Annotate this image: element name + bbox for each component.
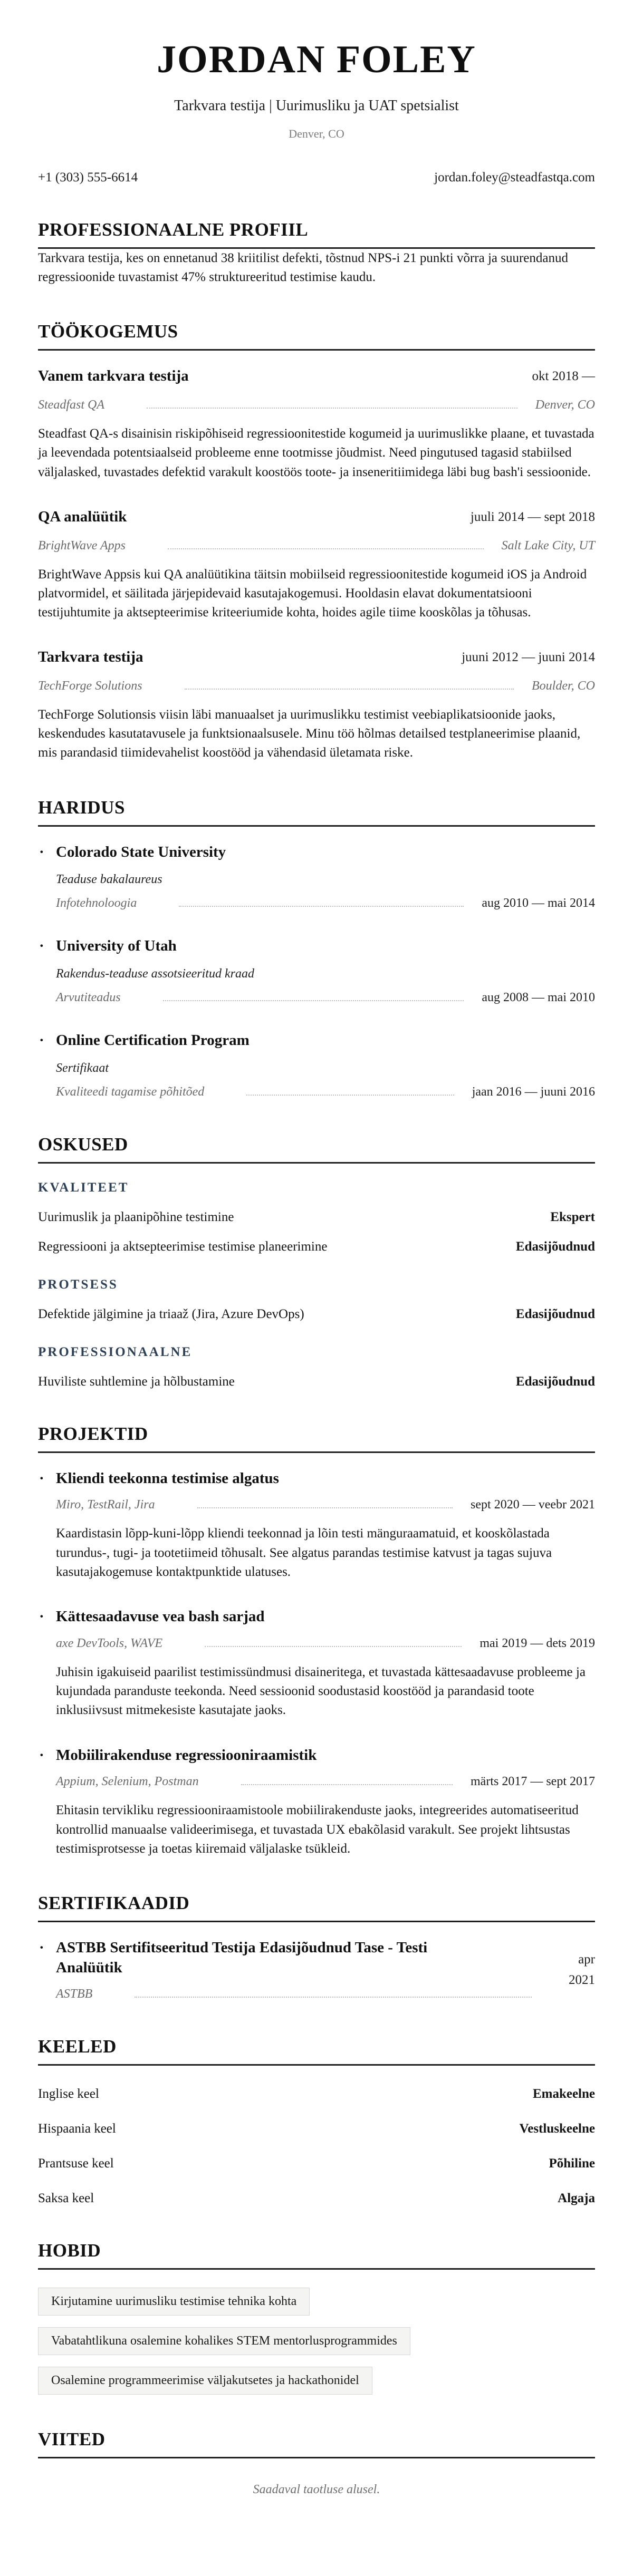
dotted-leader xyxy=(241,1784,453,1785)
project-dates: sept 2020 — veebr 2021 xyxy=(471,1498,595,1512)
bullet-icon: · xyxy=(39,1469,44,1487)
education-dates: aug 2010 — mai 2014 xyxy=(482,896,595,911)
bullet-icon: · xyxy=(39,843,44,860)
dotted-leader xyxy=(168,548,484,549)
education-meta xyxy=(56,1085,595,1100)
job-location: Salt Lake City, UT xyxy=(501,538,595,553)
school-name: Online Certification Program xyxy=(56,1032,250,1049)
degree-name: Rakendus-teaduse assotsieeritud kraad xyxy=(56,967,254,981)
degree-name: Sertifikaat xyxy=(56,1061,109,1075)
section-heading-hobbies: HOBID xyxy=(38,2240,595,2270)
skill-level: Edasijõudnud xyxy=(515,1239,595,1254)
dotted-leader xyxy=(163,1000,464,1001)
section-heading-experience: TÖÖKOGEMUS xyxy=(38,321,595,351)
job-meta xyxy=(38,679,595,694)
dotted-leader xyxy=(185,689,514,690)
section-heading-education: HARIDUS xyxy=(38,797,595,827)
project-tools: Appium, Selenium, Postman xyxy=(56,1775,199,1789)
job-description: Steadfast QA-s disainisin riskipõhiseid regressioonitestide kogumeid ja uurimuslikke plaane, et tuvastada ja leevendada potentsiaalseid probleeme enne tootmisse jõudmist. Need pingutused tagasid stabiilsed väljalasked, tuvastades defektid varakult koostöös toote- ja inseneritiimidega läbi bug bash'i sessioonide. xyxy=(38,427,594,479)
skill-name: Regressiooni ja aktsepteerimise testimise planeerimine xyxy=(38,1239,328,1254)
project-dates: märts 2017 — sept 2017 xyxy=(471,1775,595,1789)
field-of-study: Infotehnoloogia xyxy=(56,896,137,911)
education-dates: aug 2008 — mai 2010 xyxy=(482,991,595,1005)
language-level: Emakeelne xyxy=(532,2087,595,2102)
certification-name: ASTBB Sertifitseeritud Testija Edasijõudnud Tase - Testi Analüütik xyxy=(56,1939,428,1976)
section-education xyxy=(38,797,595,1100)
language-level: Põhiline xyxy=(549,2156,595,2171)
skill-row xyxy=(38,1374,595,1389)
field-of-study: Kvaliteedi tagamise põhitõed xyxy=(56,1084,205,1099)
job-dates: okt 2018 — xyxy=(532,369,595,384)
language-row xyxy=(38,2156,595,2171)
project-name: Kättesaadavuse vea bash sarjad xyxy=(56,1608,265,1625)
dotted-leader xyxy=(147,408,517,409)
section-skills xyxy=(38,1134,595,1389)
project-meta xyxy=(56,1498,595,1513)
skill-row xyxy=(38,1239,595,1254)
project-dates: mai 2019 — dets 2019 xyxy=(479,1636,595,1650)
job-entry xyxy=(38,366,595,481)
project-name: Mobiilirakenduse regressiooniraamistik xyxy=(56,1746,317,1764)
job-location: Boulder, CO xyxy=(532,679,595,693)
project-description: Ehitasin tervikliku regressiooniraamistoole mobiilirakenduste jaoks, integreerides automatiseeritud kontrollid manuaalse valideerimisega, et tuvastada UX ebakõlasid varakult. See projekt lihtsustas testimisprotsesse ja toetas kiiremaid väljalaske tsükleid. xyxy=(56,1803,579,1856)
job-description: BrightWave Appsis kui QA analüütikina täitsin mobiilseid regressioonitestide kogumeid iOS ja Android platvormidel, et säilitada järjepidevaid kasutajakogemusi. Hooldasin elavat dokumentatsiooni testijuhtumite ja aktsepteerimise kriteeriumide kohta, hoides agile tiime kooskõlas ja tõhusas. xyxy=(38,567,587,619)
education-entry xyxy=(38,936,595,1005)
hobby-chip: Kirjutamine uurimusliku testimise tehnika kohta xyxy=(38,2288,310,2316)
skill-group xyxy=(38,1345,595,1389)
bullet-icon: · xyxy=(39,1032,44,1049)
project-name: Kliendi teekonna testimise algatus xyxy=(56,1469,279,1487)
school-name: Colorado State University xyxy=(56,843,226,860)
language-name: Prantsuse keel xyxy=(38,2156,114,2171)
language-name: Hispaania keel xyxy=(38,2122,116,2136)
section-heading-projects: PROJEKTID xyxy=(38,1423,595,1453)
education-entry xyxy=(38,842,595,912)
certification-meta xyxy=(56,1987,539,2002)
language-row xyxy=(38,2122,595,2136)
skill-category: PROTSESS xyxy=(38,1277,118,1292)
section-hobbies xyxy=(38,2240,595,2395)
job-location: Denver, CO xyxy=(535,398,595,412)
job-company: Steadfast QA xyxy=(38,398,104,412)
section-profile xyxy=(38,219,595,287)
project-description: Kaardistasin lõpp-kuni-lõpp kliendi teekonnad ja lõin testi mänguraamatuid, et kooskõlastada turundus-, tugi- ja tootetiimeid tõhusalt. See algatus parandas testimise katvust ja tagas sujuva kasutajakogemuse kontaktpunktide ulatuses. xyxy=(56,1526,552,1579)
section-references xyxy=(38,2428,595,2497)
bullet-icon: · xyxy=(39,1746,44,1764)
job-dates: juuni 2012 — juuni 2014 xyxy=(462,650,595,665)
job-header xyxy=(38,366,595,386)
skill-group xyxy=(38,1180,595,1254)
skill-row xyxy=(38,1307,595,1322)
section-languages xyxy=(38,2036,595,2206)
certification-main xyxy=(56,1938,539,2002)
references-note: Saadaval taotluse alusel. xyxy=(253,2483,380,2497)
job-description: TechForge Solutionsis viisin läbi manuaalset ja uurimuslikku testimist veebiaplikatsioonide jaoks, keskendudes kasutatavusele ja funktsionaalsusele. Minu töö hõlmas detailsed testplaneerimise plaanid, mis parandasid tiimidevahelist koostööd ja vähendasid ületamata riske. xyxy=(38,707,581,760)
language-level: Vestluskeelne xyxy=(519,2122,595,2136)
section-certifications xyxy=(38,1892,595,2002)
bullet-icon: · xyxy=(39,937,44,955)
section-projects xyxy=(38,1423,595,1858)
email-address: jordan.foley@steadfastqa.com xyxy=(434,170,595,185)
language-name: Inglise keel xyxy=(38,2087,99,2102)
field-of-study: Arvutiteadus xyxy=(56,991,121,1005)
project-entry xyxy=(38,1607,595,1720)
section-heading-profile: PROFESSIONAALNE PROFIIL xyxy=(38,219,595,249)
section-heading-skills: OSKUSED xyxy=(38,1134,595,1164)
job-entry xyxy=(38,507,595,622)
skill-name: Huviliste suhtlemine ja hõlbustamine xyxy=(38,1374,235,1389)
project-tools: axe DevTools, WAVE xyxy=(56,1636,163,1650)
job-dates: juuli 2014 — sept 2018 xyxy=(470,509,595,524)
job-header xyxy=(38,507,595,527)
skill-row xyxy=(38,1210,595,1225)
language-row xyxy=(38,2087,595,2102)
project-tools: Miro, TestRail, Jira xyxy=(56,1498,155,1512)
job-entry xyxy=(38,647,595,762)
project-description: Juhisin igakuiseid paarilist testimissündmusi disaineritega, et tuvastada kättesaadavuse probleeme ja kujundada paranduste teekonda. Need sessioonid soodustasid koostööd ja parandasid toote inklusiivsust mitmekesiste kasutajate jaoks. xyxy=(56,1664,586,1718)
skill-name: Uurimuslik ja plaanipõhine testimine xyxy=(38,1209,234,1224)
skill-category: PROFESSIONAALNE xyxy=(38,1344,193,1359)
section-heading-references: VIITED xyxy=(38,2428,595,2458)
job-meta xyxy=(38,539,595,554)
dotted-leader xyxy=(246,1095,454,1096)
profile-summary: Tarkvara testija, kes on ennetanud 38 kriitilist defekti, tõstnud NPS-i 21 punkti võrra ja suurendanud regressioonide tuvastamist 47% struktureeritud testimise kaudu. xyxy=(38,250,568,285)
skill-category: KVALITEET xyxy=(38,1180,129,1195)
section-heading-certifications: SERTIFIKAADID xyxy=(38,1892,595,1922)
education-meta xyxy=(56,896,595,911)
education-entry xyxy=(38,1031,595,1100)
project-entry xyxy=(38,1746,595,1858)
skill-level: Edasijõudnud xyxy=(515,1374,595,1389)
job-meta xyxy=(38,398,595,413)
person-location: Denver, CO xyxy=(289,127,344,140)
certification-issuer: ASTBB xyxy=(56,1987,93,2001)
person-title: Tarkvara testija | Uurimusliku ja UAT spetsialist xyxy=(174,97,459,114)
bullet-icon: · xyxy=(39,1608,44,1625)
skill-group xyxy=(38,1277,595,1322)
phone-number: +1 (303) 555-6614 xyxy=(38,170,138,185)
dotted-leader xyxy=(197,1507,453,1508)
skill-level: Ekspert xyxy=(550,1209,595,1224)
education-meta xyxy=(56,991,595,1005)
school-name: University of Utah xyxy=(56,937,177,955)
certification-date: apr 2021 xyxy=(569,1952,595,1987)
dotted-leader xyxy=(179,906,464,907)
education-dates: jaan 2016 — juuni 2016 xyxy=(472,1084,595,1099)
language-name: Saksa keel xyxy=(38,2191,94,2206)
dotted-leader xyxy=(135,1997,532,1998)
project-entry xyxy=(38,1469,595,1582)
degree-name: Teaduse bakalaureus xyxy=(56,873,162,887)
job-company: TechForge Solutions xyxy=(38,679,142,693)
project-meta xyxy=(56,1775,595,1789)
hobby-chip: Vabatahtlikuna osalemine kohalikes STEM mentorlusprogrammides xyxy=(38,2327,410,2355)
resume-header xyxy=(38,38,595,185)
skill-name: Defektide jälgimine ja triaaž (Jira, Azure DevOps) xyxy=(38,1306,304,1321)
language-row xyxy=(38,2191,595,2206)
project-meta xyxy=(56,1636,595,1651)
dotted-leader xyxy=(205,1646,462,1647)
job-title: QA analüütik xyxy=(38,508,127,525)
skill-level: Edasijõudnud xyxy=(515,1306,595,1321)
contact-row xyxy=(38,170,595,185)
section-heading-languages: KEELED xyxy=(38,2036,595,2066)
certification-entry xyxy=(38,1938,595,2002)
hobby-chip: Osalemine programmeerimise väljakutsetes ja hackathonidel xyxy=(38,2367,372,2395)
job-title: Vanem tarkvara testija xyxy=(38,367,189,385)
job-header xyxy=(38,647,595,667)
job-company: BrightWave Apps xyxy=(38,538,126,553)
person-name: JORDAN FOLEY xyxy=(157,38,476,81)
bullet-icon: · xyxy=(39,1939,44,1957)
section-experience xyxy=(38,321,595,762)
job-title: Tarkvara testija xyxy=(38,648,143,666)
language-level: Algaja xyxy=(558,2191,595,2206)
